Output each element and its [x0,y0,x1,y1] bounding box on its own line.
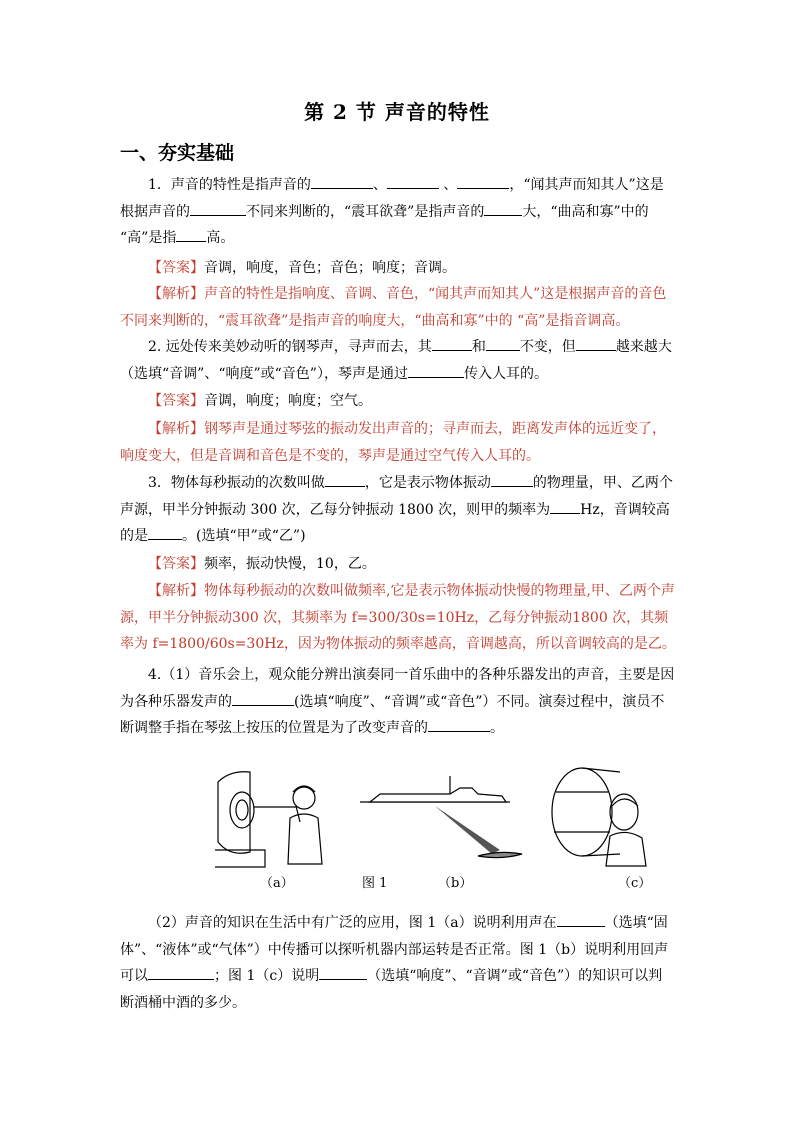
q1-text: 高。 [206,230,235,246]
answer-blank[interactable] [457,174,509,189]
answer-tag: 【答案】 [148,393,204,409]
answer-tag: 【答案】 [148,556,204,572]
analysis-tag: 【解析】 [148,421,204,437]
ship-echo-illustration [360,776,522,858]
q3-text: 声源，甲半分钟振动 300 次，乙每分钟振动 1800 次，则甲的频率为 [120,501,551,518]
answer-blank[interactable] [486,336,520,351]
analysis-tag: 【解析】 [148,583,204,599]
q4-text: （选填“固体”、“液体”或“气体”）中传播可以探听机器内部运转是否正常。图 1（b）说明利用回声可以 [120,915,669,984]
q1-text: 是根据声音的 [120,177,664,220]
answer-blank[interactable] [311,174,373,189]
q1-answer [120,255,676,282]
figure-label-b: （b） [438,876,473,891]
answer-blank[interactable] [148,965,214,980]
q2-text: 大（选填“音调”、“响度”或“音色”），琴声是通过 [120,339,672,382]
q4-text: 4.（1）音乐会上，观众能分辨出演奏同一首乐曲中的各种乐器发出的声音，主要是因为各种乐器发声的 [120,667,675,710]
analysis-text: 物体每秒振动的次数叫做频率,它是表示物体振动快慢的物理量,甲、乙两个声源，甲半分钟振动300 次，其频率为 f=300/30s=10Hz，乙每分钟振动1800 次，其频率为 f=1800/60s=30Hz，因为物体振动的频率越高，音调越高，所以音调较高的是乙。 [120,583,676,652]
answer-blank[interactable] [319,965,367,980]
answer-blank[interactable] [576,336,616,351]
q2-text: 2. 远处传来美妙动听的钢琴声，寻声而去，其 [148,339,432,355]
q2-text: 越来越 [615,339,658,355]
q2-text: 不变，但 [519,339,576,355]
q4-text: 。 [490,720,504,736]
answer-blank[interactable] [148,525,182,540]
answer-tag: 【答案】 [148,260,204,276]
answer-blank[interactable] [428,717,490,732]
q3-text: 3．物体每秒振动的次数叫做 [148,475,325,491]
answer-blank[interactable] [232,691,294,706]
page-title: 第 2 节 声音的特性 [304,100,490,124]
question-3 [120,470,676,550]
q3-text: ，它是表示物体振动 [364,475,491,491]
q3-analysis [120,578,676,658]
q3-answer [120,551,676,578]
answer-blank[interactable] [550,499,580,514]
figure-label-c: （c） [618,876,652,891]
answer-blank[interactable] [190,201,246,216]
q3-text: Hz，音调较高的 [120,501,670,544]
section-heading: 一、夯实基础 [120,142,235,164]
q2-analysis [120,416,676,469]
q1-text: 、 [372,177,387,193]
analysis-text: 钢琴声是通过琴弦的振动发出声音的；寻声而去，距离发声体的远近变了，响度变大，但是音调和音色是不变的，琴声是通过空气传入人耳的。 [120,421,666,464]
q2-text: 和 [471,339,486,355]
answer-blank[interactable] [408,363,464,378]
analysis-text: 声音的特性是指响度、音调、音色，“闻其声而知其人”这是根据声音的音色不同来判断的，“震耳欲聋”是指声音的响度大，“曲高和寡”中的 “高”是指音调高。 [120,286,667,329]
answer-blank[interactable] [484,201,522,216]
q1-analysis [120,281,676,334]
q3-text: 是 [134,528,148,544]
q1-text: 大，“曲高和寡”中 [522,203,635,220]
q1-text: 1．声音的特性是指声音的 [148,177,311,193]
q1-text: ，“闻其声而知其人”这 [509,177,650,193]
q4-text: （2）声音的知识在生活中有广泛的应用，图 1（a）说明利用声在 [148,915,557,931]
answer-text: 频率，振动快慢，10，乙。 [204,556,376,572]
q1-text: 不同来判断的，“震耳欲聋”是指声音的 [246,203,485,220]
answer-blank[interactable] [387,174,439,189]
q4-text: (选填“响度”、“音调”或“音色”）不同。演奏过程中，演员不断调整手指在琴弦上按压的位置是为了改变声音的 [120,693,665,736]
q2-text: 传入人耳的。 [463,365,548,382]
q3-text: 的物理量，甲、乙两个 [532,475,673,491]
answer-blank[interactable] [325,472,365,487]
answer-blank[interactable] [432,336,472,351]
answer-text: 音调，响度，音色；音色；响度；音调。 [204,260,456,276]
machine-listening-illustration [215,772,322,867]
q4-text: ；图 1（c）说明 [214,968,320,984]
answer-blank[interactable] [176,227,206,242]
q1-text: 的 “高”是指 [120,203,649,246]
question-1 [120,172,676,252]
q4-text: （选填“响度”、“音调”或“音色”）的知识可以判断酒桶中酒的多少。 [120,968,663,1011]
q3-text: 。(选填“甲”或“乙”) [182,528,306,544]
figure-1 [210,762,650,892]
analysis-tag: 【解析】 [148,286,204,302]
question-4-part-2 [120,910,676,1016]
question-4 [120,662,676,742]
q2-answer [120,388,676,415]
q1-text: 、 [438,177,458,193]
barrel-knocking-illustration [552,768,646,866]
figure-caption: 图 1 [362,876,388,891]
question-2 [120,334,676,387]
answer-text: 音调，响度；响度；空气。 [204,393,372,409]
answer-blank[interactable] [557,912,605,927]
figure-label-a: （a） [260,876,294,891]
answer-blank[interactable] [491,472,533,487]
